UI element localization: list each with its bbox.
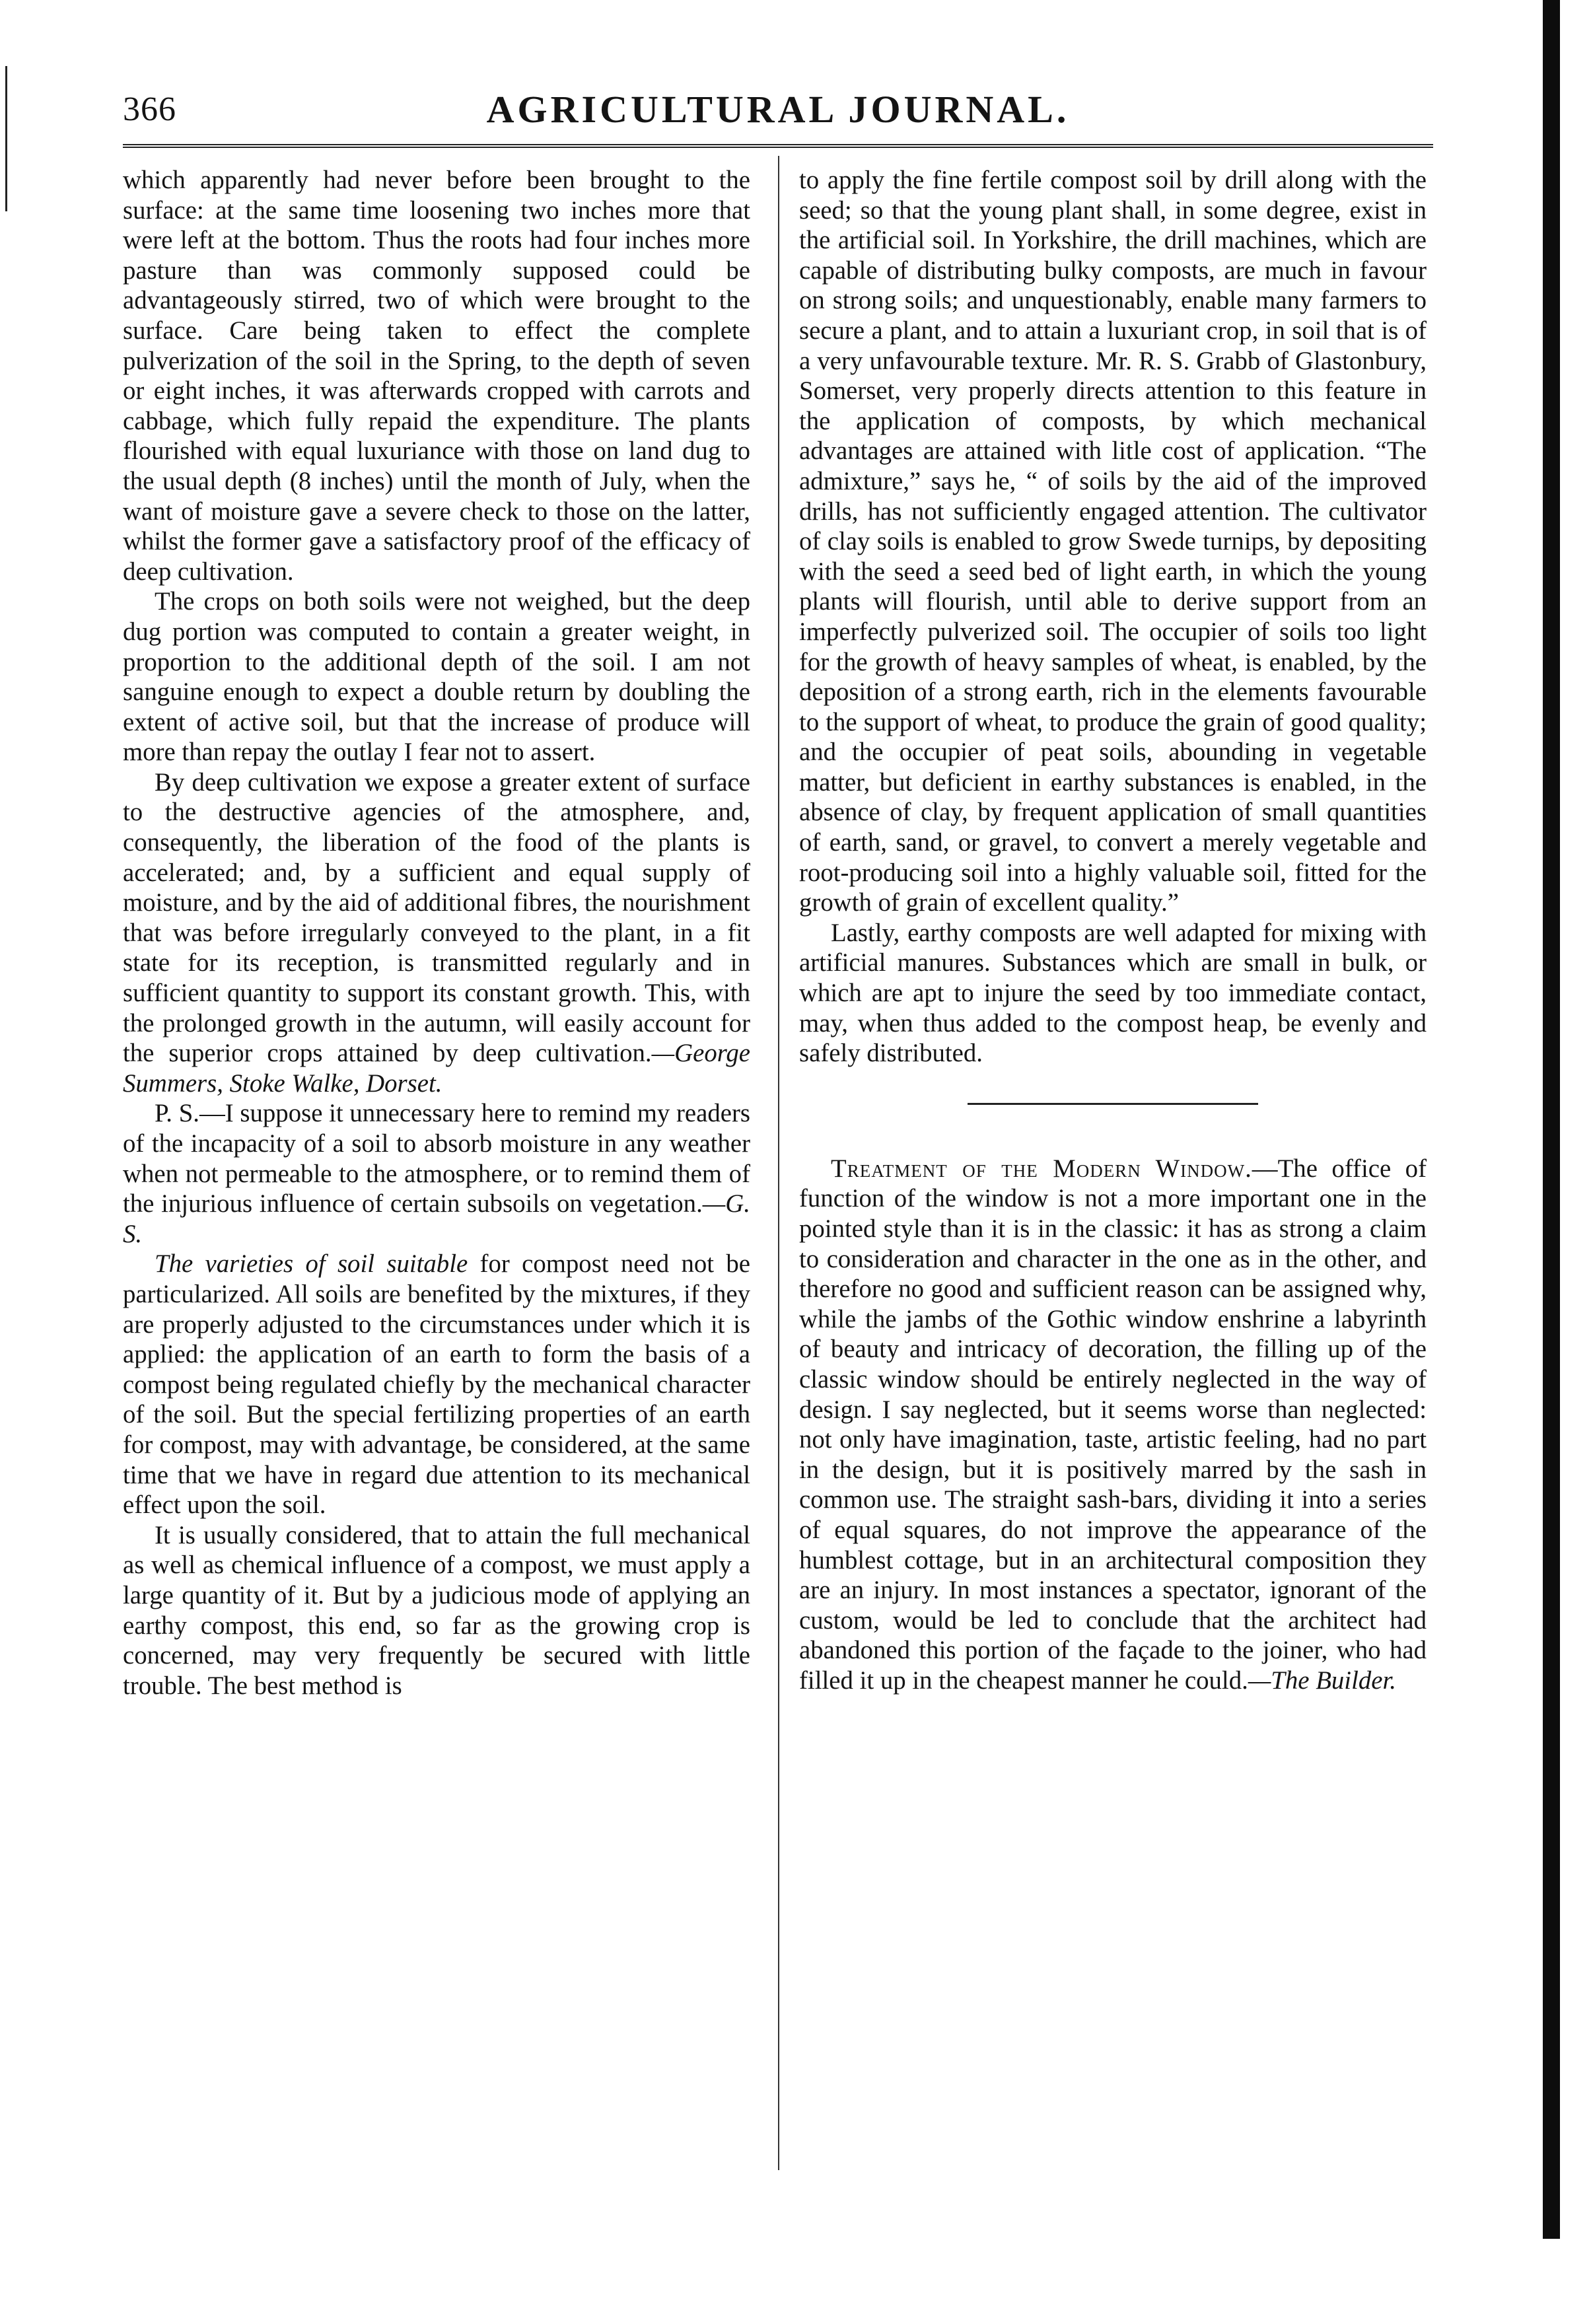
paragraph-text: for compost need not be particularized. All soils are benefited by the mixtures, if they are properly adjusted to the circumstances under which it is applied: the application of an earth to form the basis of a compost being regulated chiefly by the mechanical character of the soil. But the special fertilizing properties of an earth for compost, may with advantage, be considered, at the same time that we have in regard due attention to its mechanical effect upon the soil. [123, 1250, 750, 1520]
running-title: AGRICULTURAL JOURNAL. [486, 88, 1070, 131]
scan-edge-mark [5, 66, 11, 211]
signature: —G. S. [123, 1189, 750, 1248]
paragraph-text: which apparently had never before been brought to the surface: at the same time loosening two inches more that were left at the bottom. Thus the roots had four inches more pasture than was commonly supposed could be advantageously stirred, two of which were brought to the surface. Care being taken to effect the complete pulverization of the soil in the Spring, to the depth of seven or eight inches, it was afterwards cropped with carrots and cabbage, which fully repaid the expenditure. The plants flourished with equal luxuriance with those on land dug to the usual depth (8 inches) until the month of July, when the want of moisture gave a severe check to those on the latter, whilst the former gave a satisfactory proof of the efficacy of deep cultivation. [123, 166, 750, 586]
page-number: 366 [123, 90, 176, 128]
signature: —The Builder. [1248, 1666, 1396, 1695]
paragraph [123, 767, 750, 1099]
header-rule [123, 144, 1433, 148]
paragraph-text: to apply the fine fertile compost soil by drill along with the seed; so that the young plant shall, in some degree, exist in the artificial soil. In Yorkshire, the drill machines, which are capable of distributing bulky composts, are much in favour on strong soils; and unquestionably, enable many farmers to secure a plant, and to attain a luxuriant crop, in soil that is of a very unfavourable texture. Mr. R. S. Grabb of Glastonbury, Somerset, very properly directs attention to this feature in the application of composts, by which mechanical advantages are attained with litle cost of application. “The admixture,” says he, “ of soils by the aid of the improved drills, has not sufficiently engaged attention. The cultivator of clay soils is enabled to grow Swede turnips, by depositing with the seed a seed bed of light earth, in which the young plants will flourish, until able to derive support from an imperfectly pulverized soil. The occupier of soils too light for the growth of heavy samples of wheat, is enabled, by the deposition of a strong earth, rich in the elements favourable to the support of wheat, to produce the grain of good quality; and the occupier of peat soils, abounding in vegetable matter, but deficient in earthy substances is enabled, in the absence of clay, by frequent application of small quantities of earth, sand, or gravel, to convert a merely vegetable and root-producing soil into a highly valuable soil, fitted for the growth of grain of excellent quality.” [799, 166, 1427, 917]
paragraph [799, 1154, 1427, 1696]
page-header [123, 87, 1433, 140]
right-column [799, 165, 1427, 1696]
paragraph-text: Lastly, earthy composts are well adapted for mixing with artificial manures. Substances which are small in bulk, or which are apt to injure the seed by too immediate contact, may, when thus added to the compost heap, be evenly and safely distributed. [799, 918, 1427, 1068]
article-heading: Treatment of the Modern Window. [831, 1154, 1252, 1183]
paragraph [123, 1098, 750, 1249]
column-divider [778, 156, 779, 2170]
left-column [123, 165, 750, 1701]
paragraph-text: P. S.—I suppose it unnecessary here to remind my readers of the incapacity of a soil to absorb moisture in any weather when not permeable to the atmosphere, or to remind them of the injurious influence of certain subsoils on vegetation. [123, 1099, 750, 1218]
paragraph-text: By deep cultivation we expose a greater extent of surface to the destructive agencies of the atmosphere, and, consequently, the liberation of the food of the plants is accelerated; and, by a sufficient and equal supply of moisture, and by the aid of additional fibres, the nourishment that was before irregularly conveyed to the plant, in a fit state for its reception, is transmitted regularly and in sufficient quantity to support its constant growth. This, with the prolonged growth in the autumn, will easily account for the superior crops attained by deep cultivation. [123, 767, 750, 1068]
paragraph-continuation [123, 165, 750, 586]
paragraph-text: The crops on both soils were not weighed, but the deep dug portion was computed to contain a greater weight, in proportion to the additional depth of the soil. I am not sanguine enough to expect a double return by doubling the extent of active soil, but that the increase of produce will more than repay the outlay I fear not to assert. [123, 587, 750, 767]
binding-shadow-bar [1543, 0, 1560, 2239]
paragraph [123, 1249, 750, 1520]
paragraph-text: It is usually considered, that to attain the full mechanical as well as chemical influence of a compost, we must apply a large quantity of it. But by a judicious mode of applying an earthy compost, this end, so far as the growing crop is concerned, may very frequently be secured with little trouble. The best method is [123, 1520, 750, 1700]
paragraph-continuation [799, 165, 1427, 918]
italic-lead-phrase: The varieties of soil suitable [155, 1250, 468, 1279]
signature: —George Summers, Stoke Walke, Dorset. [123, 1039, 750, 1098]
section-divider-rule [968, 1103, 1258, 1105]
paragraph [123, 586, 750, 767]
paragraph [799, 918, 1427, 1069]
paragraph-text: —The office of function of the window is not a more important one in the pointed style than it is in the classic: it has as strong a claim to consideration and character in the one as in the other, and therefore no good and sufficient reason can be assigned why, while the jambs of the Gothic window enshrine a labyrinth of beauty and intricacy of decoration, the filling up of the classic window should be entirely neglected in the way of design. I say neglected, but it seems worse than neglected: not only have imagination, taste, artistic feeling, had no part in the design, but it is positively marred by the sash in common use. The straight sash-bars, dividing it into a series of equal squares, do not improve the appearance of the humblest cottage, but in an architectural composition they are an injury. In most instances a spectator, ignorant of the custom, would be led to conclude that the architect had abandoned this portion of the façade to the joiner, who had filled it up in the cheapest manner he could. [799, 1154, 1427, 1695]
paragraph [123, 1520, 750, 1701]
